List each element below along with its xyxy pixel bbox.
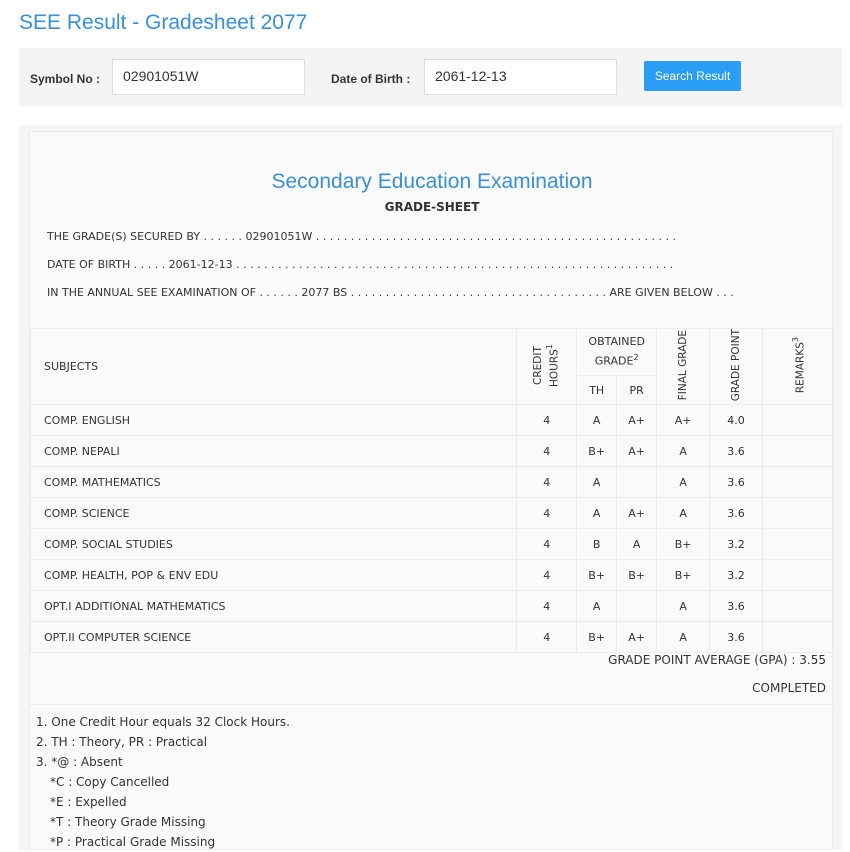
- cell-pr: [617, 467, 657, 498]
- footnote-item: *E : Expelled: [50, 795, 127, 809]
- exam-title: Secondary Education Examination: [271, 170, 593, 193]
- cell-final: A: [657, 498, 710, 529]
- cell-final: B+: [657, 560, 710, 591]
- cell-gp: 3.6: [710, 622, 763, 653]
- table-row: [31, 560, 834, 591]
- cell-gp: 4.0: [710, 405, 763, 436]
- cell-th: B: [577, 529, 617, 560]
- symbol-label: Symbol No :: [30, 72, 101, 86]
- cell-remarks: [763, 529, 834, 560]
- cell-credit: 4: [517, 529, 577, 560]
- th-header: TH: [577, 376, 617, 405]
- table-row: [31, 591, 834, 622]
- cell-gp: 3.6: [710, 467, 763, 498]
- final-grade-header: FINAL GRADE: [657, 329, 710, 405]
- cell-subject: COMP. MATHEMATICS: [31, 467, 517, 498]
- cell-pr: A: [617, 529, 657, 560]
- grades-table: [30, 328, 834, 653]
- cell-gp: 3.6: [710, 498, 763, 529]
- table-row: [31, 467, 834, 498]
- gpa-summary: GRADE POINT AVERAGE (GPA) : 3.55: [608, 653, 826, 667]
- pr-header: PR: [617, 376, 657, 405]
- cell-final: A: [657, 622, 710, 653]
- cell-final: A: [657, 436, 710, 467]
- dob-label: Date of Birth :: [331, 72, 411, 86]
- cell-pr: A+: [617, 498, 657, 529]
- cell-final: B+: [657, 529, 710, 560]
- gradesheet-title: GRADE-SHEET: [384, 200, 480, 214]
- obtained-grade-header: OBTAINED GRADE$^2$: [577, 329, 657, 376]
- cell-gp: 3.2: [710, 529, 763, 560]
- cell-th: A: [577, 498, 617, 529]
- cell-credit: 4: [517, 467, 577, 498]
- dob-line: DATE OF BIRTH . . . . . 2061-12-13 . . . . . . . . . . . . . . . . . . . . . . . . . . . . . . . . . . . . . . . . . . . . . . . . . . . . . . . . . . . . . . .: [47, 258, 674, 271]
- footnotes: [30, 704, 834, 852]
- cell-credit: 4: [517, 436, 577, 467]
- cell-credit: 4: [517, 405, 577, 436]
- footnote-item: 1. One Credit Hour equals 32 Clock Hours.: [36, 715, 290, 729]
- footnote-item: *C : Copy Cancelled: [50, 775, 170, 789]
- cell-credit: 4: [517, 498, 577, 529]
- exam-line: IN THE ANNUAL SEE EXAMINATION OF . . . . . . 2077 BS . . . . . . . . . . . . . . . . . . . . . . . . . . . . . . . . . . . . . ARE GIVEN BELOW . . .: [47, 286, 734, 299]
- search-result-button[interactable]: Search Result: [644, 61, 741, 91]
- cell-subject: COMP. SCIENCE: [31, 498, 517, 529]
- symbol-input[interactable]: 02901051W: [112, 59, 305, 95]
- cell-pr: A+: [617, 622, 657, 653]
- cell-th: B+: [577, 436, 617, 467]
- result-status: COMPLETED: [752, 681, 826, 695]
- cell-final: A: [657, 467, 710, 498]
- cell-th: A: [577, 467, 617, 498]
- cell-final: A: [657, 591, 710, 622]
- search-form: [19, 48, 842, 106]
- cell-gp: 3.6: [710, 436, 763, 467]
- cell-remarks: [763, 467, 834, 498]
- table-row: [31, 622, 834, 653]
- cell-subject: OPT.I ADDITIONAL MATHEMATICS: [31, 591, 517, 622]
- table-row: [31, 498, 834, 529]
- cell-final: A+: [657, 405, 710, 436]
- footnote-item: *P : Practical Grade Missing: [50, 835, 216, 849]
- cell-subject: COMP. NEPALI: [31, 436, 517, 467]
- cell-th: A: [577, 405, 617, 436]
- dob-input[interactable]: 2061-12-13: [424, 59, 617, 95]
- cell-credit: 4: [517, 591, 577, 622]
- subjects-header: SUBJECTS: [31, 329, 517, 405]
- cell-th: B+: [577, 560, 617, 591]
- credit-hours-header: CREDIT HOURS$^1$: [517, 329, 577, 405]
- cell-remarks: [763, 622, 834, 653]
- gradesheet-container: [19, 125, 842, 850]
- cell-subject: OPT.II COMPUTER SCIENCE: [31, 622, 517, 653]
- grade-point-header: GRADE POINT: [710, 329, 763, 405]
- cell-credit: 4: [517, 560, 577, 591]
- footnote-item: *T : Theory Grade Missing: [50, 815, 206, 829]
- cell-gp: 3.2: [710, 560, 763, 591]
- footnote-item: 2. TH : Theory, PR : Practical: [36, 735, 208, 749]
- table-row: [31, 529, 834, 560]
- gradesheet: [29, 131, 833, 850]
- cell-th: A: [577, 591, 617, 622]
- cell-remarks: [763, 591, 834, 622]
- cell-remarks: [763, 498, 834, 529]
- table-row: [31, 436, 834, 467]
- remarks-header: REMARKS$^3$: [763, 329, 834, 405]
- cell-subject: COMP. SOCIAL STUDIES: [31, 529, 517, 560]
- cell-remarks: [763, 560, 834, 591]
- cell-remarks: [763, 405, 834, 436]
- cell-credit: 4: [517, 622, 577, 653]
- cell-th: B+: [577, 622, 617, 653]
- cell-pr: A+: [617, 405, 657, 436]
- secured-by-line: THE GRADE(S) SECURED BY . . . . . . 02901051W . . . . . . . . . . . . . . . . . . . . . . . . . . . . . . . . . . . . . . . . . . . . . . . . . . . .: [47, 230, 677, 243]
- footnote-item: 3. *@ : Absent: [36, 755, 123, 769]
- cell-pr: A+: [617, 436, 657, 467]
- cell-subject: COMP. HEALTH, POP & ENV EDU: [31, 560, 517, 591]
- cell-pr: B+: [617, 560, 657, 591]
- cell-subject: COMP. ENGLISH: [31, 405, 517, 436]
- page-title: SEE Result - Gradesheet 2077: [19, 11, 308, 34]
- cell-gp: 3.6: [710, 591, 763, 622]
- cell-remarks: [763, 436, 834, 467]
- cell-pr: [617, 591, 657, 622]
- table-row: [31, 405, 834, 436]
